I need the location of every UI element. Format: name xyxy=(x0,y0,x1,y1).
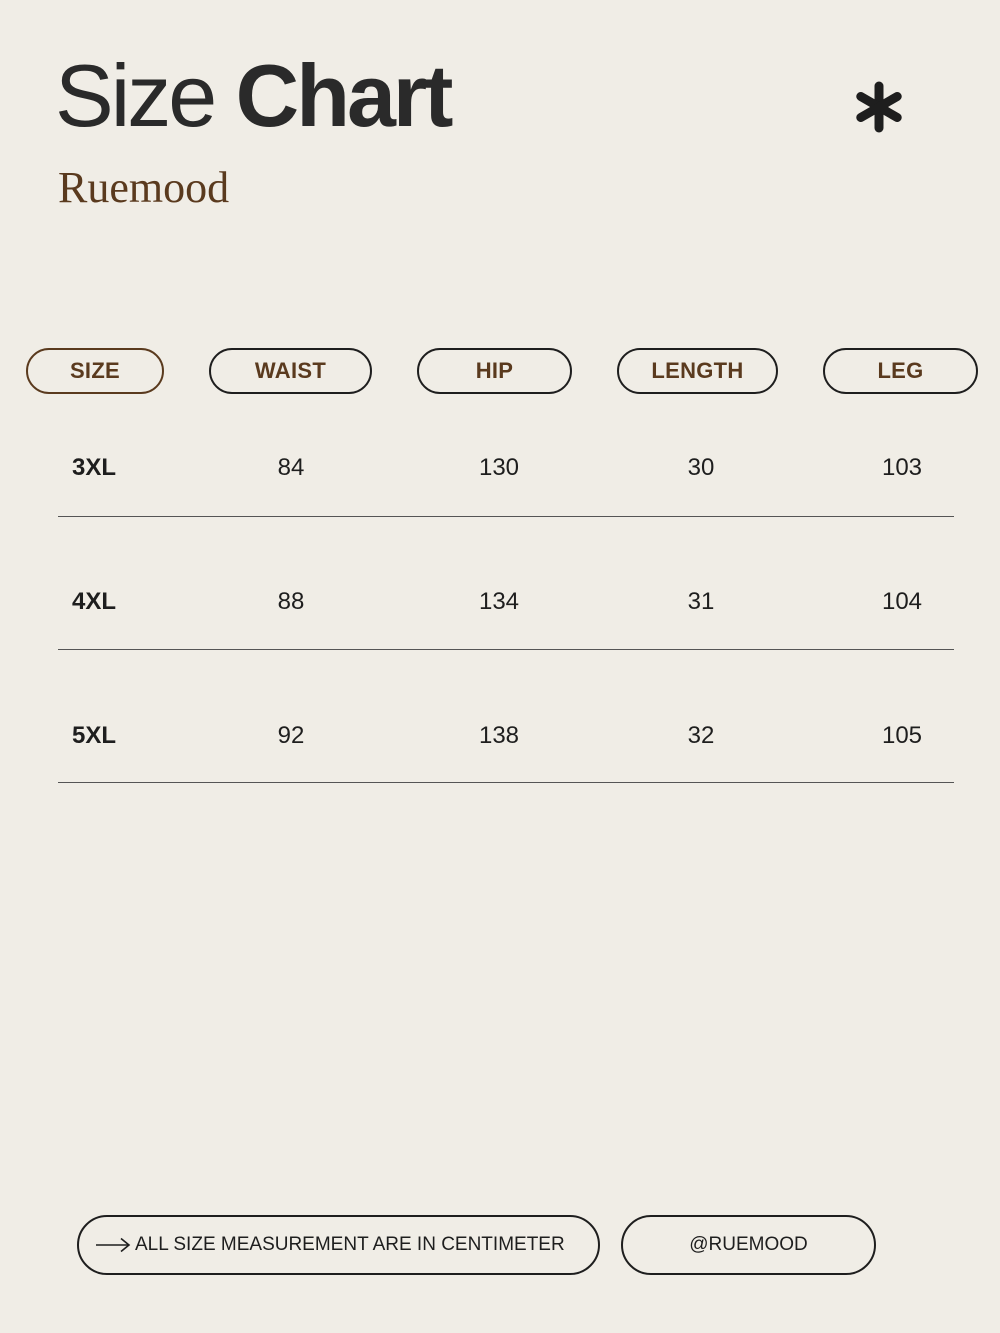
table-row xyxy=(0,448,1000,488)
leg-cell: 105 xyxy=(881,722,923,749)
social-handle xyxy=(621,1215,876,1275)
column-header-leg: LEG xyxy=(823,348,978,394)
row-divider xyxy=(58,516,954,517)
measurement-note-text: ALL SIZE MEASUREMENT ARE IN CENTIMETER xyxy=(135,1234,565,1255)
arrow-right-icon xyxy=(95,1237,131,1253)
waist-cell: 84 xyxy=(277,454,305,481)
table-row xyxy=(0,716,1000,756)
title-light: Size xyxy=(55,46,215,145)
leg-cell: 104 xyxy=(881,588,923,615)
length-cell: 31 xyxy=(687,588,715,615)
page-title xyxy=(55,46,451,145)
length-cell: 32 xyxy=(687,722,715,749)
size-cell: 5XL xyxy=(72,722,117,749)
column-header-hip: HIP xyxy=(417,348,572,394)
column-header-length: LENGTH xyxy=(617,348,778,394)
title-bold: Chart xyxy=(235,46,451,145)
measurement-note xyxy=(77,1215,600,1275)
asterisk-icon xyxy=(850,78,908,136)
row-divider xyxy=(58,782,954,783)
table-row xyxy=(0,582,1000,622)
size-cell: 4XL xyxy=(72,588,117,615)
leg-cell: 103 xyxy=(881,454,923,481)
hip-cell: 138 xyxy=(478,722,520,749)
brand-name: Ruemood xyxy=(58,163,230,212)
row-divider xyxy=(58,649,954,650)
column-header-waist: WAIST xyxy=(209,348,372,394)
column-header-size: SIZE xyxy=(26,348,164,394)
social-handle-text: @RUEMOOD xyxy=(689,1234,808,1255)
size-cell: 3XL xyxy=(72,454,117,481)
waist-cell: 88 xyxy=(277,588,305,615)
length-cell: 30 xyxy=(687,454,715,481)
hip-cell: 134 xyxy=(478,588,520,615)
waist-cell: 92 xyxy=(277,722,305,749)
hip-cell: 130 xyxy=(478,454,520,481)
